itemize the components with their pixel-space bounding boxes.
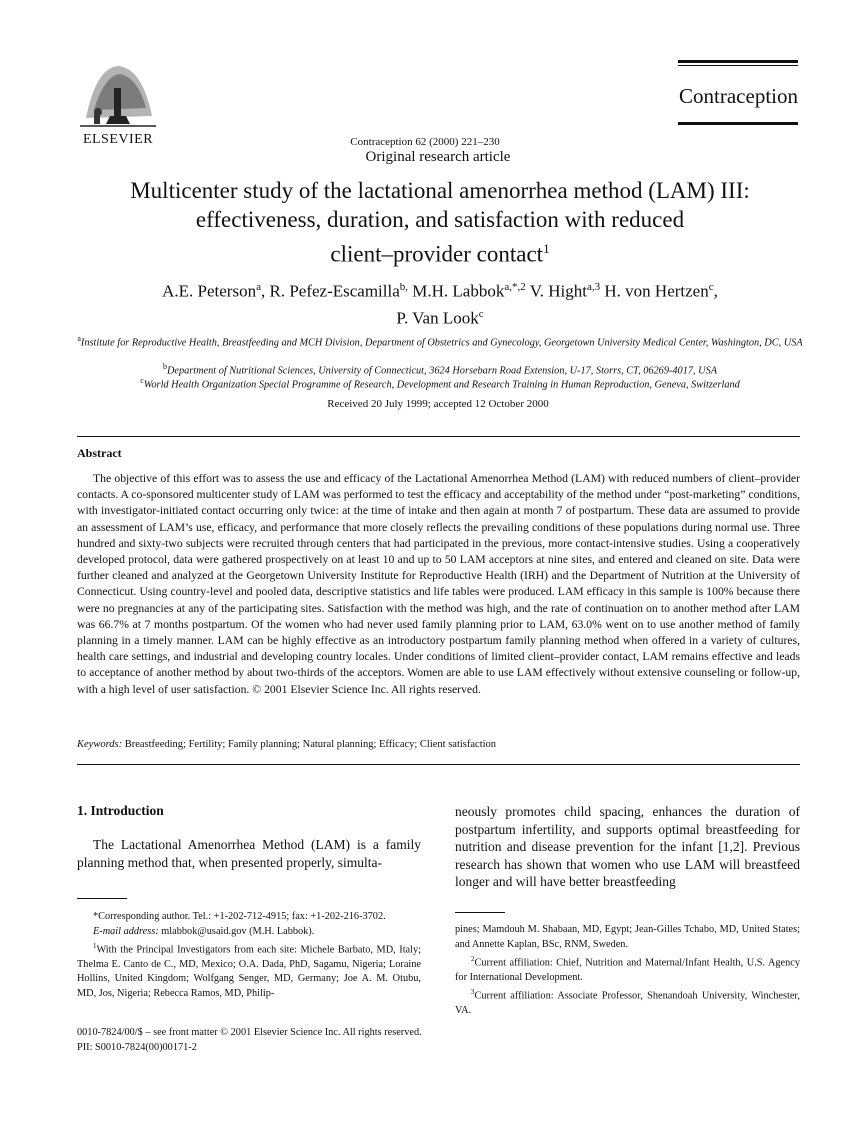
issn-line: 0010-7824/00/$ – see front matter © 2001 Elsevier Science Inc. All rights reserved. xyxy=(77,1027,422,1038)
citation: Contraception 62 (2000) 221–230 xyxy=(350,136,500,148)
affiliation-a: $^a$Institute for Reproductive Health, Breastfeeding and MCH Division, Department of Obstetrics and Gynecology, Georgetown University Medical Center, Washington, DC, USA xyxy=(77,334,803,349)
author-name: R. Pefez-Escamilla xyxy=(269,281,400,301)
author-marks: a xyxy=(256,281,261,293)
author-marks: b, xyxy=(399,281,409,293)
author-marks: c xyxy=(478,307,484,320)
title-line-3: client–provider contact xyxy=(330,241,544,267)
title-line-2: effectiveness, duration, and satisfaction with reduced xyxy=(195,207,685,232)
author-name: V. Hight xyxy=(529,281,587,301)
footnote-rule-right xyxy=(455,912,505,913)
front-matter-info xyxy=(77,1026,422,1055)
author-list: A.E. Peterson$^a$, R. Pefez-Escamilla$^{b,}$ M.H. Labbok$^{a,*,2}$ V. Hight$^{a,3}$ H. von Hertzen$^c$, P. Van Look$^c$ xyxy=(162,281,718,328)
journal-name: Contraception xyxy=(679,84,798,108)
abstract-heading: Abstract xyxy=(77,446,122,460)
footnote-corresponding: *Corresponding author. Tel.: +1-202-712-4915; fax: +1-202-216-3702. xyxy=(93,911,386,922)
masthead-rule-top xyxy=(678,60,798,63)
article-type: Original research article xyxy=(365,149,511,165)
keywords xyxy=(77,739,496,750)
article-title xyxy=(60,176,820,269)
footnote-3: $^3$Current affiliation: Associate Professor, Shenandoah University, Winchester, VA. xyxy=(455,988,800,1017)
intro-paragraph-col1: The Lactational Amenorrhea Method (LAM) is a family planning method that, when presented properly, simulta- xyxy=(77,837,421,870)
footnote-1: $^1$With the Principal Investigators from each site: Michele Barbato, MD, Italy; Thelma E. Canto de C., MD, Mexico; O.A. Dada, PhD, Sagamu, Nigeria; Loraine Hollins, United Kingdom; Wolfgang Senger, MD, Germany; Joe A. M. Otubu, MD, Jos, Nigeria; Rebecca Ramos, MD, Philip- xyxy=(77,942,421,999)
masthead-rule-second xyxy=(678,65,798,66)
author-marks: c xyxy=(708,281,714,293)
masthead-rule-bottom xyxy=(678,122,798,125)
pii-line: PII: S0010-7824(00)00171-2 xyxy=(77,1041,197,1053)
author-name: P. Van Look xyxy=(396,308,479,328)
footnotes-right xyxy=(455,923,800,1019)
author-name: H. von Hertzen xyxy=(604,281,709,301)
abstract-text: The objective of this effort was to assess the use and efficacy of the Lactational Amenorrhea Method (LAM) with reduced numbers of client–provider contacts. A co-sponsored multicenter study of LAM was performed to test the efficacy and acceptability of the method under “post-marketing” conditions, with investigator-initiated contact occurring only twice: at the time of intake and then again at month 7 of postpartum. These data are assumed to provide an assessment of LAM’s use, efficacy, and performance that more closely reflects the prevailing conditions of these populations during normal use. Three hundred and sixty-two subjects were recruited through centers that had participated in the previous, more contact-intensive studies. Using a cooperatively developed protocol, data were gathered prospectively on at least 10 and up to 50 LAM acceptors at nine sites, and entered and cleaned on site. Data were further cleaned and analyzed at the Georgetown University Institute for Reproductive Health (IRH) and the Department of Nutrition at the University of Connecticut. Using country-level and pooled data, descriptive statistics and life tables were produced. LAM efficacy in this sample is 100% because there were no pregnancies at any of the participating sites. Satisfaction with the method was high, and the rate of continuation on to another method after LAM was 66.7% at 7 months postpartum. Of the women who had never used family planning prior to LAM, 63.0% went on to use another method of family planning in a timely manner. LAM can be highly effective as an introductory postpartum family planning method when offered in a variety of cultures, health care settings, and industrial and developing country locales. Under conditions of limited client–provider contact, LAM remains effective and leads to acceptance of another method by about two-thirds of the acceptors. Women are able to use LAM effectively without extensive counseling or follow-up, with a high level of user satisfaction. © 2001 Elsevier Science Inc. All rights reserved. xyxy=(77,472,800,696)
footnote-rule-left xyxy=(77,898,127,899)
keywords-label: Keywords: xyxy=(77,739,123,750)
title-footnote-mark: 1 xyxy=(543,241,550,256)
author-name: M.H. Labbok xyxy=(412,281,505,301)
section-heading-introduction: 1. Introduction xyxy=(77,803,164,818)
intro-paragraph-col2: neously promotes child spacing, enhances the duration of postpartum infertility, and supports optimal breastfeeding for nutrition and disease prevention for the infant [1,2]. Previous research has shown that women who use LAM will breastfeed longer and will have better breastfeeding xyxy=(455,804,800,889)
abstract-bottom-rule xyxy=(77,764,800,765)
footnote-1-continued: pines; Mamdouh M. Shabaan, MD, Egypt; Jean-Gilles Tchabo, MD, United States; and Annette Kaplan, BSc, RNM, Sweden. xyxy=(455,924,800,950)
keywords-text: Breastfeeding; Fertility; Family planning; Natural planning; Efficacy; Client satisfaction xyxy=(124,739,497,750)
received-dates: Received 20 July 1999; accepted 12 October 2000 xyxy=(327,398,549,410)
publisher-name: ELSEVIER xyxy=(82,132,154,147)
abstract-top-rule xyxy=(77,436,800,437)
affiliation-b: $^b$Department of Nutritional Sciences, University of Connecticut, 3624 Horsebarn Road Extension, U-17, Storrs, CT, 06269-4017, USA xyxy=(162,362,718,377)
author-marks: a,*,2 xyxy=(504,281,526,293)
footnote-email: E-mail address: mlabbok@usaid.gov (M.H. Labbok). xyxy=(93,925,315,937)
affiliation-c: $^c$World Health Organization Special Programme of Research, Development and Research Training in Human Reproduction, Geneva, Switzerland xyxy=(140,376,740,391)
author-marks: a,3 xyxy=(587,281,601,293)
footnotes-left xyxy=(77,910,421,1001)
title-line-1: Multicenter study of the lactational amenorrhea method (LAM) III: xyxy=(130,178,750,203)
author-name: A.E. Peterson xyxy=(162,281,257,301)
footnote-2: $^2$Current affiliation: Chief, Nutrition and Maternal/Infant Health, U.S. Agency for International Development. xyxy=(455,955,800,983)
